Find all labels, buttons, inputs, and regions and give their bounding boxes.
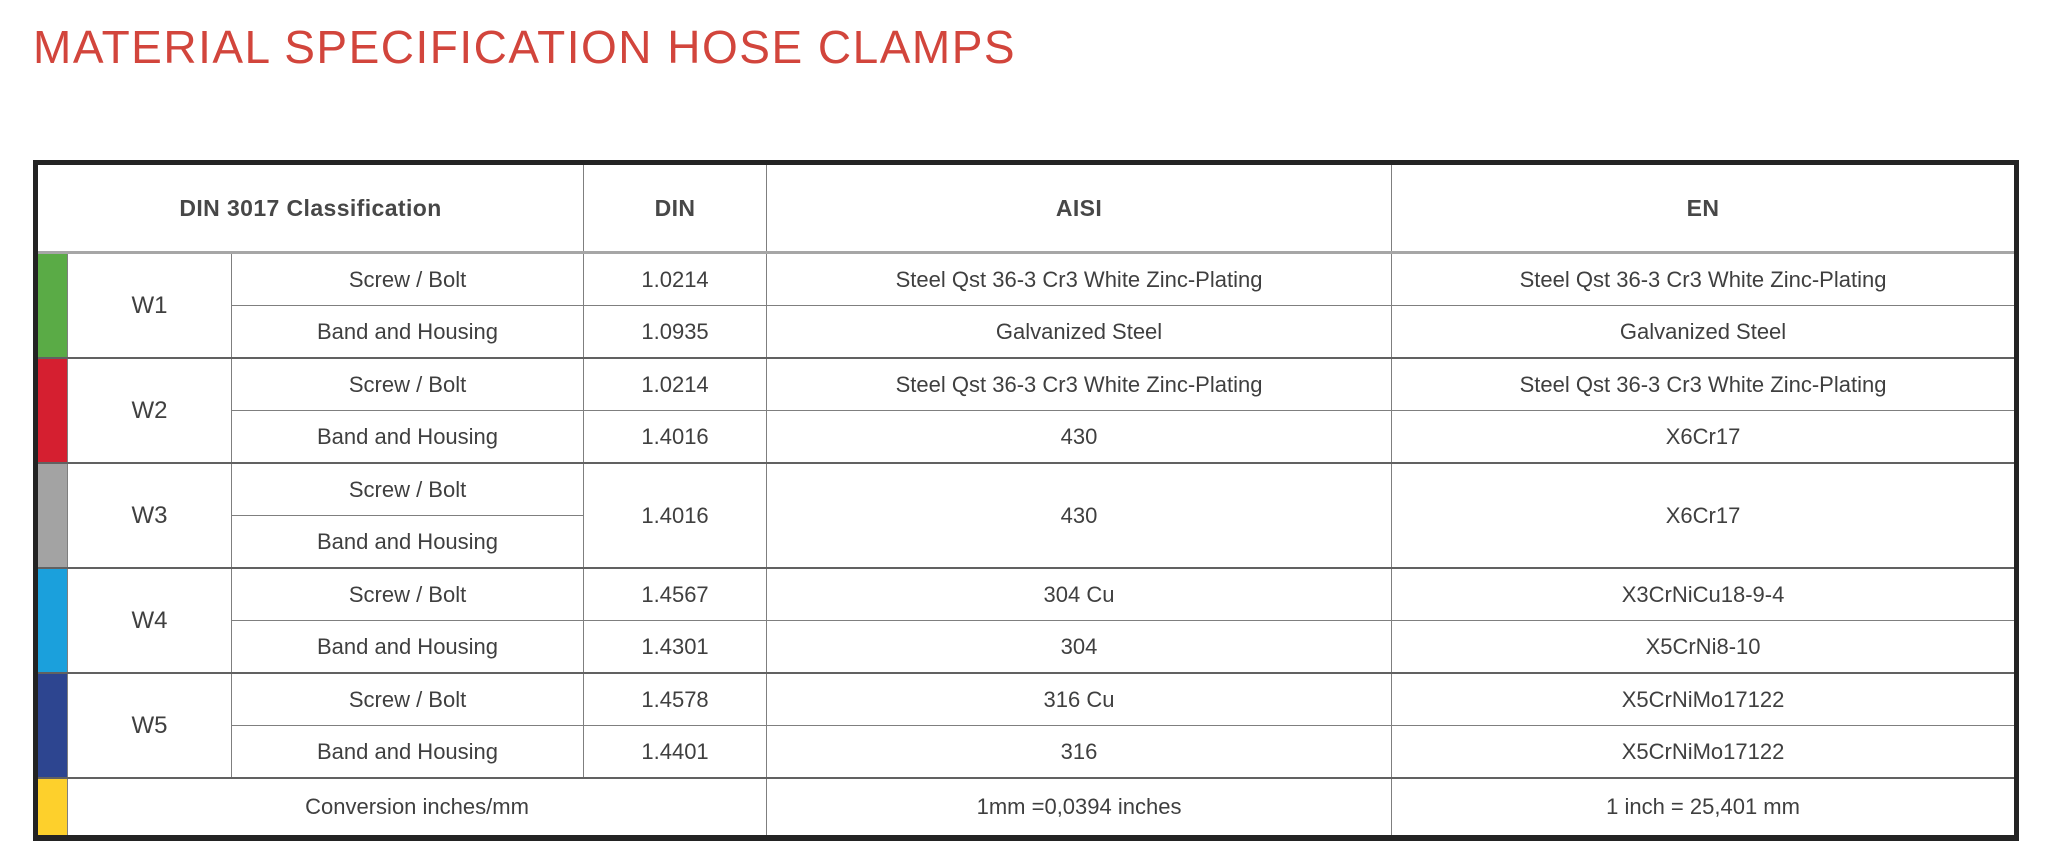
material-spec-table bbox=[33, 160, 2019, 841]
w2-screw-din: 1.0214 bbox=[584, 358, 767, 411]
w5-band-din: 1.4401 bbox=[584, 726, 767, 779]
w1-band-en: Galvanized Steel bbox=[1392, 306, 2017, 359]
w1-label: W1 bbox=[68, 253, 232, 359]
row-w2-band-housing bbox=[36, 411, 2017, 464]
w2-screw-aisi: Steel Qst 36-3 Cr3 White Zinc-Plating bbox=[767, 358, 1392, 411]
row-w1-screw-bolt bbox=[36, 253, 2017, 306]
w5-label: W5 bbox=[68, 673, 232, 778]
w5-band-en: X5CrNiMo17122 bbox=[1392, 726, 2017, 779]
w1-screw-din: 1.0214 bbox=[584, 253, 767, 306]
w4-color-bar bbox=[36, 568, 68, 673]
w4-screw-en: X3CrNiCu18-9-4 bbox=[1392, 568, 2017, 621]
w4-band-part: Band and Housing bbox=[232, 621, 584, 674]
conversion-inch-to-mm: 1 inch = 25,401 mm bbox=[1392, 778, 2017, 838]
row-conversion bbox=[36, 778, 2017, 838]
w2-band-aisi: 430 bbox=[767, 411, 1392, 464]
conversion-label: Conversion inches/mm bbox=[68, 778, 767, 838]
row-w5-band-housing bbox=[36, 726, 2017, 779]
w2-label: W2 bbox=[68, 358, 232, 463]
w2-band-part: Band and Housing bbox=[232, 411, 584, 464]
w1-band-part: Band and Housing bbox=[232, 306, 584, 359]
w5-screw-aisi: 316 Cu bbox=[767, 673, 1392, 726]
row-w1-band-housing bbox=[36, 306, 2017, 359]
w4-screw-din: 1.4567 bbox=[584, 568, 767, 621]
row-w5-screw-bolt bbox=[36, 673, 2017, 726]
w5-screw-part: Screw / Bolt bbox=[232, 673, 584, 726]
row-w4-screw-bolt bbox=[36, 568, 2017, 621]
row-w2-screw-bolt bbox=[36, 358, 2017, 411]
row-w4-band-housing bbox=[36, 621, 2017, 674]
w5-screw-en: X5CrNiMo17122 bbox=[1392, 673, 2017, 726]
w4-band-din: 1.4301 bbox=[584, 621, 767, 674]
w3-band-part: Band and Housing bbox=[232, 516, 584, 569]
w1-screw-part: Screw / Bolt bbox=[232, 253, 584, 306]
w2-band-en: X6Cr17 bbox=[1392, 411, 2017, 464]
w4-band-aisi: 304 bbox=[767, 621, 1392, 674]
w1-band-din: 1.0935 bbox=[584, 306, 767, 359]
w3-color-bar bbox=[36, 463, 68, 568]
conversion-color-bar bbox=[36, 778, 68, 838]
header-en: EN bbox=[1392, 163, 2017, 253]
w5-color-bar bbox=[36, 673, 68, 778]
row-w3-screw-bolt bbox=[36, 463, 2017, 516]
w3-screw-part: Screw / Bolt bbox=[232, 463, 584, 516]
w3-en: X6Cr17 bbox=[1392, 463, 2017, 568]
header-din: DIN bbox=[584, 163, 767, 253]
w3-label: W3 bbox=[68, 463, 232, 568]
w2-band-din: 1.4016 bbox=[584, 411, 767, 464]
w5-screw-din: 1.4578 bbox=[584, 673, 767, 726]
w4-label: W4 bbox=[68, 568, 232, 673]
w4-band-en: X5CrNi8-10 bbox=[1392, 621, 2017, 674]
w3-din: 1.4016 bbox=[584, 463, 767, 568]
header-classification: DIN 3017 Classification bbox=[36, 163, 584, 253]
w1-screw-aisi: Steel Qst 36-3 Cr3 White Zinc-Plating bbox=[767, 253, 1392, 306]
header-aisi: AISI bbox=[767, 163, 1392, 253]
w3-aisi: 430 bbox=[767, 463, 1392, 568]
w2-screw-part: Screw / Bolt bbox=[232, 358, 584, 411]
w4-screw-part: Screw / Bolt bbox=[232, 568, 584, 621]
table-header-row bbox=[36, 163, 2017, 253]
w1-screw-en: Steel Qst 36-3 Cr3 White Zinc-Plating bbox=[1392, 253, 2017, 306]
w4-screw-aisi: 304 Cu bbox=[767, 568, 1392, 621]
w1-band-aisi: Galvanized Steel bbox=[767, 306, 1392, 359]
w5-band-aisi: 316 bbox=[767, 726, 1392, 779]
conversion-mm-to-inch: 1mm =0,0394 inches bbox=[767, 778, 1392, 838]
w2-color-bar bbox=[36, 358, 68, 463]
w5-band-part: Band and Housing bbox=[232, 726, 584, 779]
page-title: MATERIAL SPECIFICATION HOSE CLAMPS bbox=[33, 21, 1017, 73]
w2-screw-en: Steel Qst 36-3 Cr3 White Zinc-Plating bbox=[1392, 358, 2017, 411]
w1-color-bar bbox=[36, 253, 68, 359]
